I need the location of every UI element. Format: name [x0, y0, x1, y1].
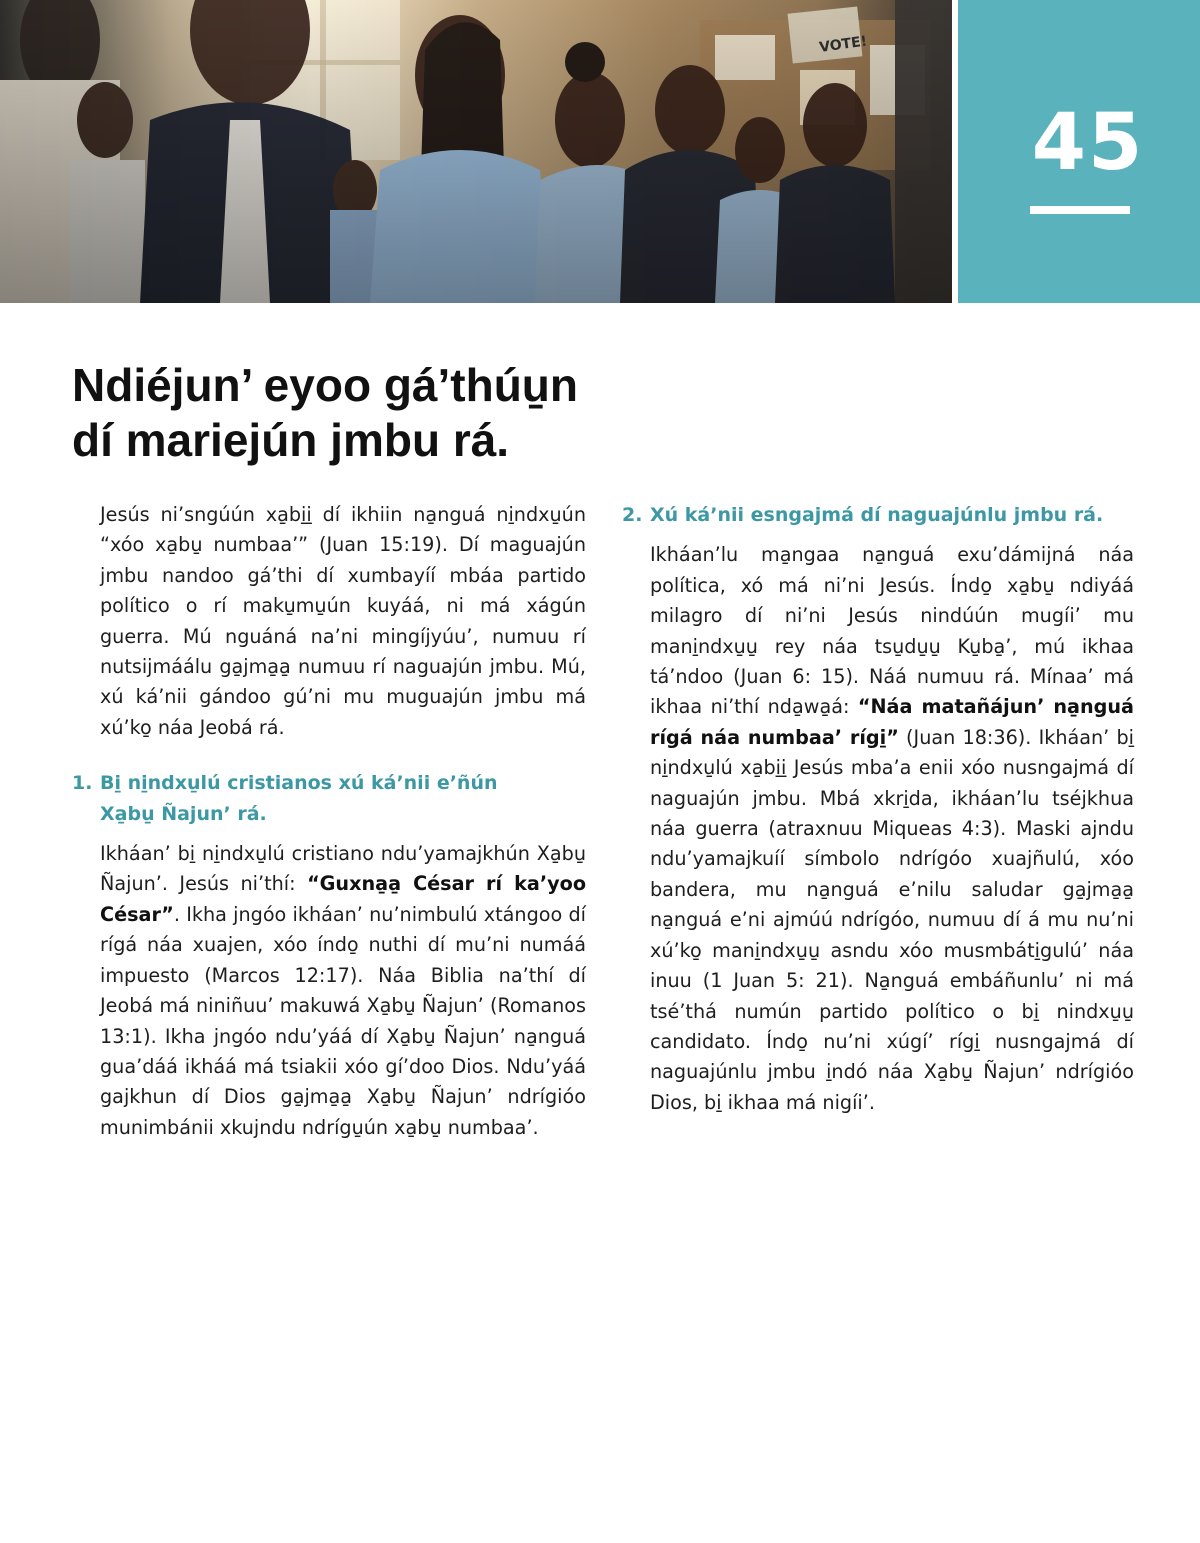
students-photo-illustration — [0, 0, 952, 303]
vote-poster-text: VOTE! — [818, 33, 869, 56]
section-1-paragraph — [72, 839, 586, 1143]
lesson-number-underline — [1030, 206, 1130, 214]
section-2-number: 2. — [622, 504, 643, 526]
section-2-text-b: (Juan 18:36). Ikháan’ bi̱ ni̱ndxu̱lú xa̱bi̱i̱ Jesús mba’a enii xóo nusngajmá dí naguajún jmbu. Mbá xkri̱da, ikháan’lu tséjkhua náa guerra (atraxnuu Miqueas 4:3). Maski ajndu ndu’yamajkuíí símbolo ndrígóo xuajñulú, xóo bandera, mu na̱nguá e’nilu saludar ga̱jma̱a̱ na̱nguá e’ni ajmúú ndrígóo, numuu dí á mu nu’ni xú’ko̱ mani̱ndxu̱u̱ asndu xóo musmbáti̱gulú’ náa inuu (1 Juan 5: 21). Na̱nguá embáñunlu’ ni má tsé’thá numún partido político o bi̱ nindxu̱u̱ candidato. Índo̱ nu’ni xúgí’ rígi̱ nusngajmá dí naguajúnlu jmbu i̱ndó náa Xa̱bu̱ Ñajun’ ndrígióo Dios, bi̱ ikhaa má nigíi’. — [650, 725, 1134, 1114]
page-title-line-2: dí mariejún jmbu rá. — [72, 414, 510, 466]
section-1-text-b: . Ikha jngóo ikháan’ nu’nimbulú xtángoo dí rígá náa xuajen, xóo índo̱ nuthi dí mu’ni numáá impuesto (Marcos 12:17). Náa Biblia na’thí dí Jeobá má niniñuu’ makuwá Xa̱bu̱ Ñajun’ (Romanos 13:1). Ikha jngóo ndu’yáá dí Xa̱bu̱ Ñajun’ na̱nguá gua’dáá ikháá má tsiakii xóo gí’doo Dios. Ndu’yáá gajkhun dí Dios ga̱jma̱a̱ Xa̱bu̱ Ñajun’ ndrígióo munimbánii xkujndu ndrígu̱ún xa̱bu̱ numbaa’. — [100, 902, 586, 1139]
section-2-quote: “Náa matañájun’ na̱nguá rígá náa numbaa’ rígi̱” — [650, 695, 1135, 749]
section-2-heading — [622, 500, 1134, 530]
section-1-heading — [72, 768, 586, 829]
section-1-quote: “Guxna̱a̱ César rí ka’yoo César” — [100, 872, 586, 926]
lesson-number-box — [958, 0, 1200, 303]
right-column — [622, 500, 1134, 1118]
page-title — [72, 358, 712, 468]
left-column — [72, 500, 586, 1143]
intro-paragraph: Jesús ni’sngúún xa̱bi̱i̱ dí ikhiin na̱nguá ni̱ndxu̱ún “xóo xa̱bu̱ numbaa’” (Juan 15:19). Dí maguajún jmbu nandoo gá’thi dí xumbayíí mbáa partido político o rí maku̱mu̱ún kuyáá, ni má xágún guerra. Mú nguáná na’ni mingíjyúu’, numuu rí nutsijmáálu ga̱jma̱a̱ numuu rí naguajún jmbu. Mú, xú ká’nii gándoo gú’ni mu muguajún jmbu má xú’ko̱ náa Jeobá rá. — [100, 503, 586, 739]
hero-photo — [0, 0, 952, 303]
section-1-text-a: Ikháan’ bi̱ ni̱ndxu̱lú cristiano ndu’yamajkhún Xa̱bu̱ Ñajun’. Jesús ni’thí: — [100, 842, 586, 896]
section-2-paragraph — [622, 540, 1134, 1118]
page-title-line-1: Ndiéjun’ eyoo gá’thúu̱n — [72, 359, 578, 411]
section-2-heading-text: Xú ká’nii esngajmá dí naguajúnlu jmbu rá. — [650, 504, 1104, 526]
section-1-heading-line-1: Bi̱ ni̱ndxu̱lú cristianos xú ká’nii e’ñún — [100, 772, 498, 795]
section-1-number: 1. — [72, 772, 93, 795]
section-2-text-a: Ikháan’lu ma̱ngaa na̱nguá exu’dámijná náa política, xó má ni’ni Jesús. Índo̱ xa̱bu̱ ndiyáá milagro dí ni’ni Jesús nindúún mugíi’ mu mani̱ndxu̱u̱ rey náa tsu̱du̱u̱ Ku̱ba̱’, mú ikhaa tá’ndoo (Juan 6: 15). Náá numuu rá. Mínaa’ má ikhaa ni’thí nda̱wa̱á: — [650, 543, 1134, 719]
section-1-heading-line-2: Xa̱bu̱ Ñajun’ rá. — [100, 802, 267, 825]
lesson-number: 45 — [1031, 98, 1145, 188]
